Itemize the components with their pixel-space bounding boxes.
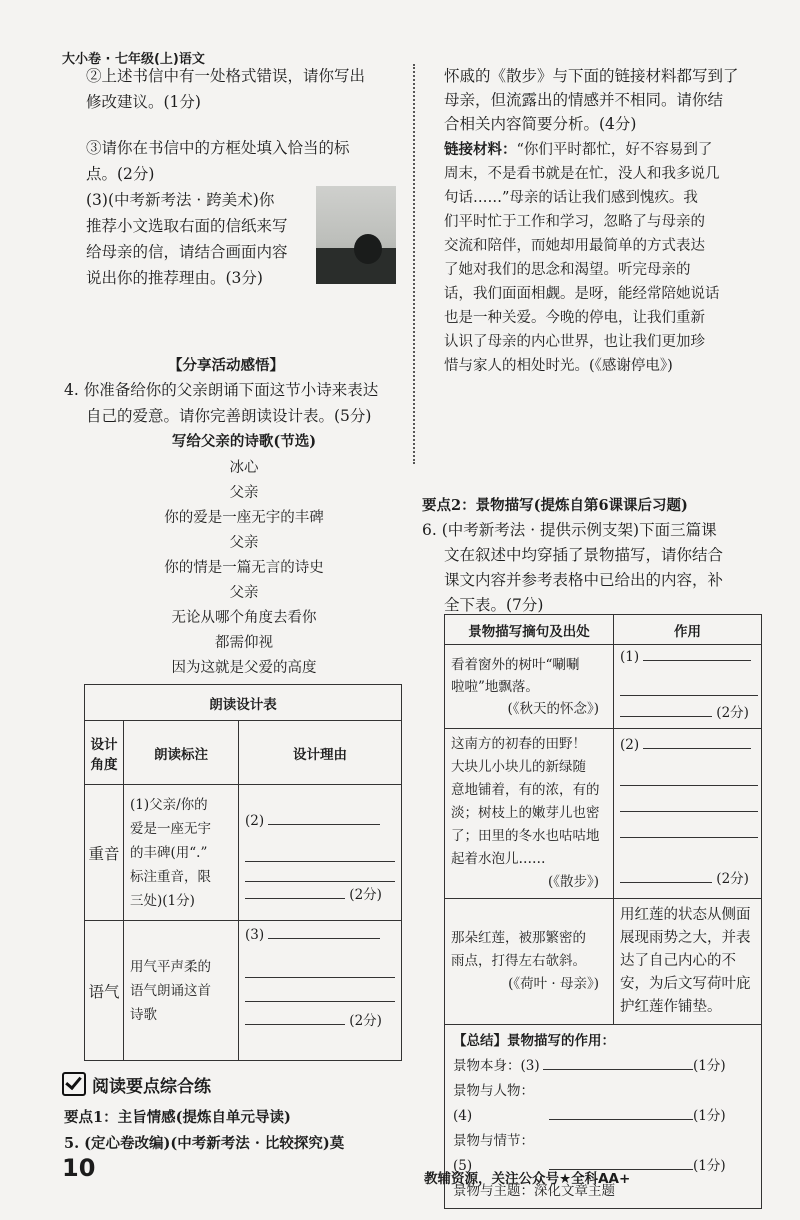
header-mark: 朗读标注	[124, 721, 239, 785]
column-divider	[413, 64, 415, 464]
answer-num: (3)	[245, 927, 265, 943]
excerpt-line: 起着水泡儿……	[451, 851, 546, 867]
mark-line: 三处)(1分)	[130, 892, 195, 909]
score: (2分)	[716, 705, 749, 721]
link-line: 交流和陪伴，而她却用最简单的方式表达	[444, 238, 705, 254]
answer-line[interactable]	[643, 660, 751, 661]
q3-line1: ③请你在书信中的方框处填入恰当的标	[86, 139, 350, 157]
answer-line[interactable]	[643, 748, 751, 749]
row2-excerpt	[445, 729, 614, 899]
link-line1	[444, 138, 712, 159]
answer-line[interactable]	[620, 837, 758, 838]
row3-effect	[614, 899, 762, 1025]
answer-line[interactable]	[245, 977, 395, 978]
summary-label: 景物本身：(3)	[453, 1058, 540, 1074]
section-title: 【分享活动感悟】	[168, 358, 284, 374]
excerpt-line: 雨点，打得左右欹斜。	[451, 953, 586, 969]
link-line: 们平时忙于工作和学习，忽略了与母亲的	[444, 214, 705, 230]
q5-line1: 5. (定心卷改编)(中考新考法 · 比较探究)莫	[64, 1135, 345, 1152]
link-label: 链接材料：	[444, 142, 517, 158]
header-effect: 作用	[614, 615, 762, 645]
q6-line: 6. (中考新考法 · 提供示例支架)下面三篇课	[422, 521, 717, 539]
row1-effect	[614, 645, 762, 729]
effect-line: 达了自己内心的不	[620, 953, 736, 969]
point1: 要点1：主旨情感(提炼自单元导读)	[64, 1109, 291, 1126]
q6-line: 文在叙述中均穿插了景物描写，请你结合	[444, 546, 724, 564]
mark-line: 爱是一座无宇	[130, 820, 211, 837]
poem-line: 都需仰视	[215, 635, 273, 651]
p3-line2: 推荐小文选取右面的信纸来写	[86, 217, 288, 235]
link-line: 认识了母亲的内心世界，也让我们更加珍	[444, 334, 705, 350]
link-line: 句话……”母亲的话让我们感到愧疚。我	[444, 190, 698, 206]
row-tone-reason	[239, 921, 402, 1061]
poem-line: 父亲	[229, 485, 259, 501]
mark-line: 标注重音，限	[130, 868, 211, 885]
header-angle: 设计角度	[85, 721, 124, 785]
mark-line: (1)父亲/你的	[130, 796, 208, 813]
row1-excerpt	[445, 645, 614, 729]
excerpt-source: (《秋天的怀念》)	[507, 700, 599, 717]
poem-line: 你的情是一篇无言的诗史	[164, 560, 324, 576]
summary-row	[453, 1054, 753, 1079]
row-stress-mark	[124, 785, 239, 921]
score: (1分)	[693, 1158, 726, 1174]
poem-line: 父亲	[229, 585, 259, 601]
link-text: “你们平时都忙，好不容易到了	[516, 142, 713, 158]
p3-line4: 说出你的推荐理由。(3分)	[86, 269, 263, 287]
p3-line1: (3)(中考新考法 · 跨美术)你	[86, 191, 275, 209]
answer-line[interactable]	[549, 1119, 693, 1120]
excerpt-line: 了；田里的冬水也咕咕地	[451, 828, 600, 844]
answer-line[interactable]	[245, 898, 345, 899]
excerpt-line: 那朵红莲，被那繁密的	[451, 930, 586, 946]
q5-line: 合相关内容简要分析。(4分)	[444, 115, 637, 133]
p3-line3: 给母亲的信，请结合画面内容	[86, 243, 288, 261]
answer-line[interactable]	[620, 716, 712, 717]
point2: 要点2：景物描写(提炼自第6课课后习题)	[422, 497, 688, 514]
excerpt-line: 大块儿小块儿的新绿随	[451, 759, 586, 775]
reading-design-table	[84, 684, 402, 1061]
row3-excerpt	[445, 899, 614, 1025]
check-icon	[62, 1072, 86, 1096]
answer-line[interactable]	[245, 861, 395, 862]
q3-line2: 点。(2分)	[86, 165, 155, 183]
link-line: 惜与家人的相处时光。(《感谢停电》)	[444, 358, 673, 374]
link-line: 也是一种关爱。今晚的停电，让我们重新	[444, 310, 705, 326]
q6-line: 课文内容并参考表格中已给出的内容，补	[444, 571, 724, 589]
score: (1分)	[693, 1108, 726, 1124]
q5-line: 怀戚的《散步》与下面的链接材料都写到了	[444, 67, 739, 85]
painting-tree	[354, 234, 382, 264]
answer-line[interactable]	[245, 1024, 345, 1025]
q5-line: 母亲，但流露出的情感并不相同。请你结	[444, 91, 724, 109]
letter-paper-painting	[316, 186, 396, 284]
effect-line: 护红莲作铺垫。	[620, 999, 722, 1015]
answer-line[interactable]	[543, 1069, 693, 1070]
answer-line[interactable]	[620, 785, 758, 786]
q6-line: 全下表。(7分)	[444, 596, 544, 614]
answer-line[interactable]	[620, 882, 712, 883]
excerpt-source: (《散步》)	[547, 874, 599, 890]
q2-line2: 修改建议。(1分)	[86, 93, 201, 111]
answer-line[interactable]	[620, 811, 758, 812]
mark-line: 语气朗诵这首	[130, 982, 211, 999]
footer-note: 教辅资源，关注公众号★全科AA+	[424, 1171, 631, 1187]
excerpt-line: 这南方的初春的田野！	[451, 736, 586, 752]
page-number: 10	[62, 1154, 96, 1182]
summary-title: 【总结】景物描写的作用：	[453, 1033, 615, 1049]
row-tone-angle: 语气	[85, 921, 124, 1061]
poem-title: 写给父亲的诗歌(节选)	[171, 433, 317, 450]
answer-num: (1)	[620, 649, 640, 665]
answer-line[interactable]	[268, 938, 380, 939]
poem-author: 冰心	[229, 460, 259, 476]
poem-line: 无论从哪个角度去看你	[171, 610, 317, 626]
score: (2分)	[716, 871, 749, 887]
score: (2分)	[349, 887, 382, 903]
excerpt-line: 意地铺着，有的浓，有的	[451, 782, 600, 798]
excerpt-line: 看着窗外的树叶“唰唰	[451, 656, 580, 673]
header-reason: 设计理由	[239, 721, 402, 785]
summary-row: 景物与主题：深化文章主题	[453, 1183, 615, 1199]
mark-line: 诗歌	[130, 1006, 157, 1023]
q4-line2: 自己的爱意。请你完善朗读设计表。(5分)	[86, 407, 372, 425]
q2-line1: ②上述书信中有一处格式错误，请你写出	[86, 67, 366, 85]
row-stress-reason	[239, 785, 402, 921]
mark-line: 的丰碑(用“.”	[130, 844, 208, 861]
practice-title: 阅读要点综合练	[92, 1077, 211, 1097]
poem-line: 父亲	[229, 535, 259, 551]
scenery-table	[444, 614, 762, 1209]
answer-line[interactable]	[245, 881, 395, 882]
answer-num: (2)	[620, 737, 640, 753]
mark-line: 用气平声柔的	[130, 958, 211, 975]
effect-line: 用红莲的状态从侧面	[620, 907, 751, 923]
link-line: 了她对我们的思念和渴望。听完母亲的	[444, 262, 691, 278]
effect-line: 安，为后文写荷叶庇	[620, 976, 751, 992]
link-line: 话，我们面面相觑。是呀，能经常陪她说话	[444, 286, 720, 302]
summary-row	[453, 1079, 753, 1129]
poem-line: 你的爱是一座无宇的丰碑	[164, 510, 324, 526]
answer-line[interactable]	[268, 824, 380, 825]
q4-line1: 4. 你准备给你的父亲朗诵下面这节小诗来表达	[64, 381, 379, 399]
row-tone-mark	[124, 921, 239, 1061]
excerpt-source: (《荷叶 · 母亲》)	[508, 976, 599, 992]
excerpt-line: 淡；树枝上的嫩芽儿也密	[451, 805, 600, 821]
poem-line: 因为这就是父爱的高度	[171, 660, 317, 676]
link-line: 周末，不是看书就是在忙，没人和我多说几	[444, 166, 720, 182]
row2-effect	[614, 729, 762, 899]
answer-line[interactable]	[245, 1001, 395, 1002]
effect-line: 展现雨势之大，并表	[620, 930, 751, 946]
excerpt-line: 啦啦”地飘落。	[451, 678, 539, 695]
header-excerpt: 景物描写摘句及出处	[445, 615, 614, 645]
answer-num: (2)	[245, 813, 265, 829]
answer-line[interactable]	[620, 695, 758, 696]
score: (2分)	[349, 1013, 382, 1029]
summary-label: 景物与人物：(4)	[453, 1083, 534, 1124]
page-header: 大小卷 · 七年级(上)语文	[62, 52, 205, 67]
row-stress-angle: 重音	[85, 785, 124, 921]
summary-label: 景物与情节：(5)	[453, 1133, 534, 1174]
score: (1分)	[693, 1058, 726, 1074]
table-title: 朗读设计表	[85, 685, 402, 721]
